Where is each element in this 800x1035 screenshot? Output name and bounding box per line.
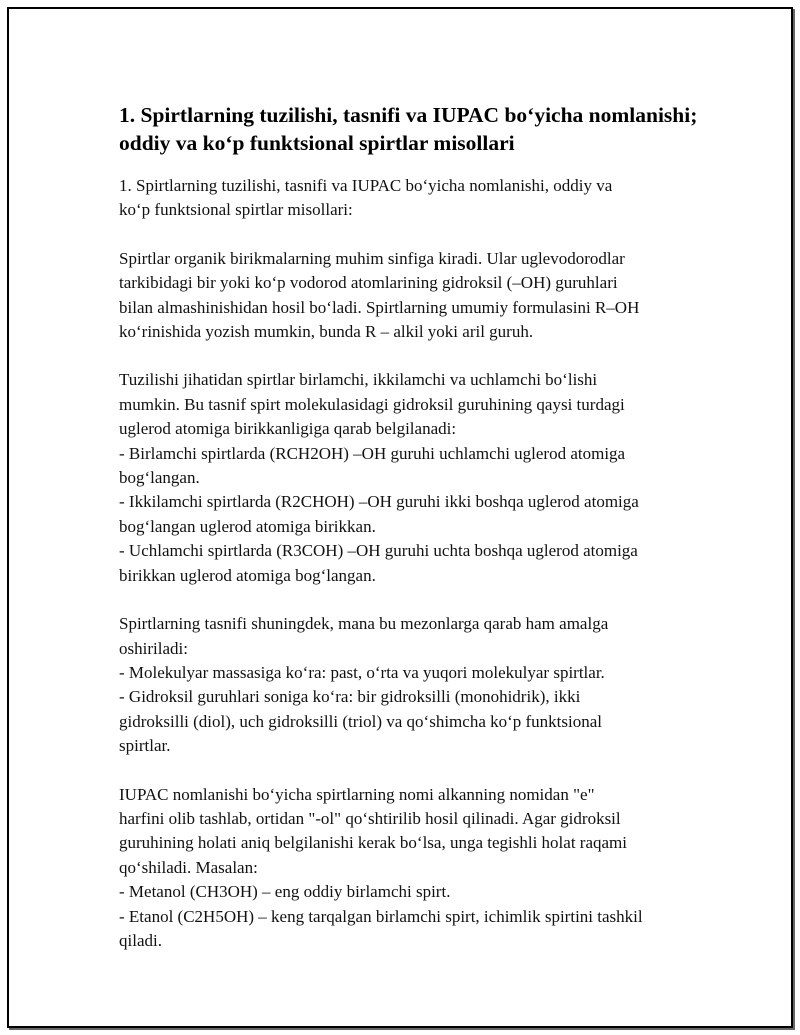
document-content — [119, 101, 699, 977]
text-line: qo‘shiladi. Masalan: — [119, 857, 258, 877]
text-line: bog‘langan uglerod atomiga birikkan. — [119, 516, 376, 536]
text-line: Spirtlarning tasnifi shuningdek, mana bu mezonlarga qarab ham amalga — [119, 614, 609, 634]
text-line: ko‘rinishida yozish mumkin, bunda R – alkil yoki aril guruh. — [119, 322, 534, 342]
text-line: ko‘p funktsional spirtlar misollari: — [119, 200, 353, 220]
text-line: bog‘langan. — [119, 468, 200, 488]
text-line: - Ikkilamchi spirtlarda (R2CHOH) –OH guruhi ikki boshqa uglerod atomiga — [119, 492, 639, 512]
text-line: mumkin. Bu tasnif spirt molekulasidagi gidroksil guruhining qaysi turdagi — [119, 394, 625, 414]
document-title — [119, 101, 699, 157]
document-page — [7, 7, 793, 1028]
text-line: 1. Spirtlarning tuzilishi, tasnifi va IUPAC bo‘yicha nomlanishi, oddiy va — [119, 176, 613, 195]
title-line: 1. Spirtlarning tuzilishi, tasnifi va IUPAC bo‘yicha nomlanishi; — [119, 103, 698, 127]
text-line: - Gidroksil guruhlari soniga ko‘ra: bir gidroksilli (monohidrik), ikki — [119, 687, 581, 707]
text-line: gidroksilli (diol), uch gidroksilli (triol) va qo‘shimcha ko‘p funktsional — [119, 711, 603, 731]
text-line: - Birlamchi spirtlarda (RCH2OH) –OH guruhi uchlamchi uglerod atomiga — [119, 443, 626, 463]
paragraph-iupac-naming — [119, 783, 699, 954]
text-line: Spirtlar organik birikmalarning muhim sinfiga kiradi. Ular uglevodorodlar — [119, 248, 625, 268]
paragraph-classification — [119, 612, 699, 758]
text-line: spirtlar. — [119, 736, 171, 756]
text-line: oshiriladi: — [119, 638, 188, 658]
text-line: uglerod atomiga birikkanligiga qarab belgilanadi: — [119, 419, 457, 439]
paragraph-structure — [119, 368, 699, 588]
text-line: tarkibidagi bir yoki ko‘p vodorod atomlarining gidroksil (–OH) guruhlari — [119, 273, 618, 293]
text-line: Tuzilishi jihatidan spirtlar birlamchi, ikkilamchi va uchlamchi bo‘lishi — [119, 370, 598, 390]
text-line: harfini olib tashlab, ortidan "-ol" qo‘shtirilib hosil qilinadi. Agar gidroksil — [119, 808, 621, 828]
text-line: - Uchlamchi spirtlarda (R3COH) –OH guruhi uchta boshqa uglerod atomiga — [119, 541, 638, 561]
text-line: - Etanol (C2H5OH) – keng tarqalgan birlamchi spirt, ichimlik spirtini tashkil — [119, 906, 643, 926]
text-line: birikkan uglerod atomiga bog‘langan. — [119, 565, 376, 585]
text-line: bilan almashinishidan hosil bo‘ladi. Spirtlarning umumiy formulasini R–OH — [119, 297, 640, 317]
text-line: guruhining holati aniq belgilanishi kerak bo‘lsa, unga tegishli holat raqami — [119, 833, 627, 853]
text-line: IUPAC nomlanishi bo‘yicha spirtlarning nomi alkanning nomidan "e" — [119, 784, 595, 804]
text-line: qiladi. — [119, 930, 162, 950]
text-line: - Molekulyar massasiga ko‘ra: past, o‘rta va yuqori molekulyar spirtlar. — [119, 662, 605, 682]
paragraph-definition — [119, 247, 699, 345]
text-line: - Metanol (CH3OH) – eng oddiy birlamchi spirt. — [119, 882, 451, 902]
paragraph-intro-heading — [119, 174, 699, 223]
title-line: oddiy va ko‘p funktsional spirtlar misollari — [119, 131, 515, 155]
